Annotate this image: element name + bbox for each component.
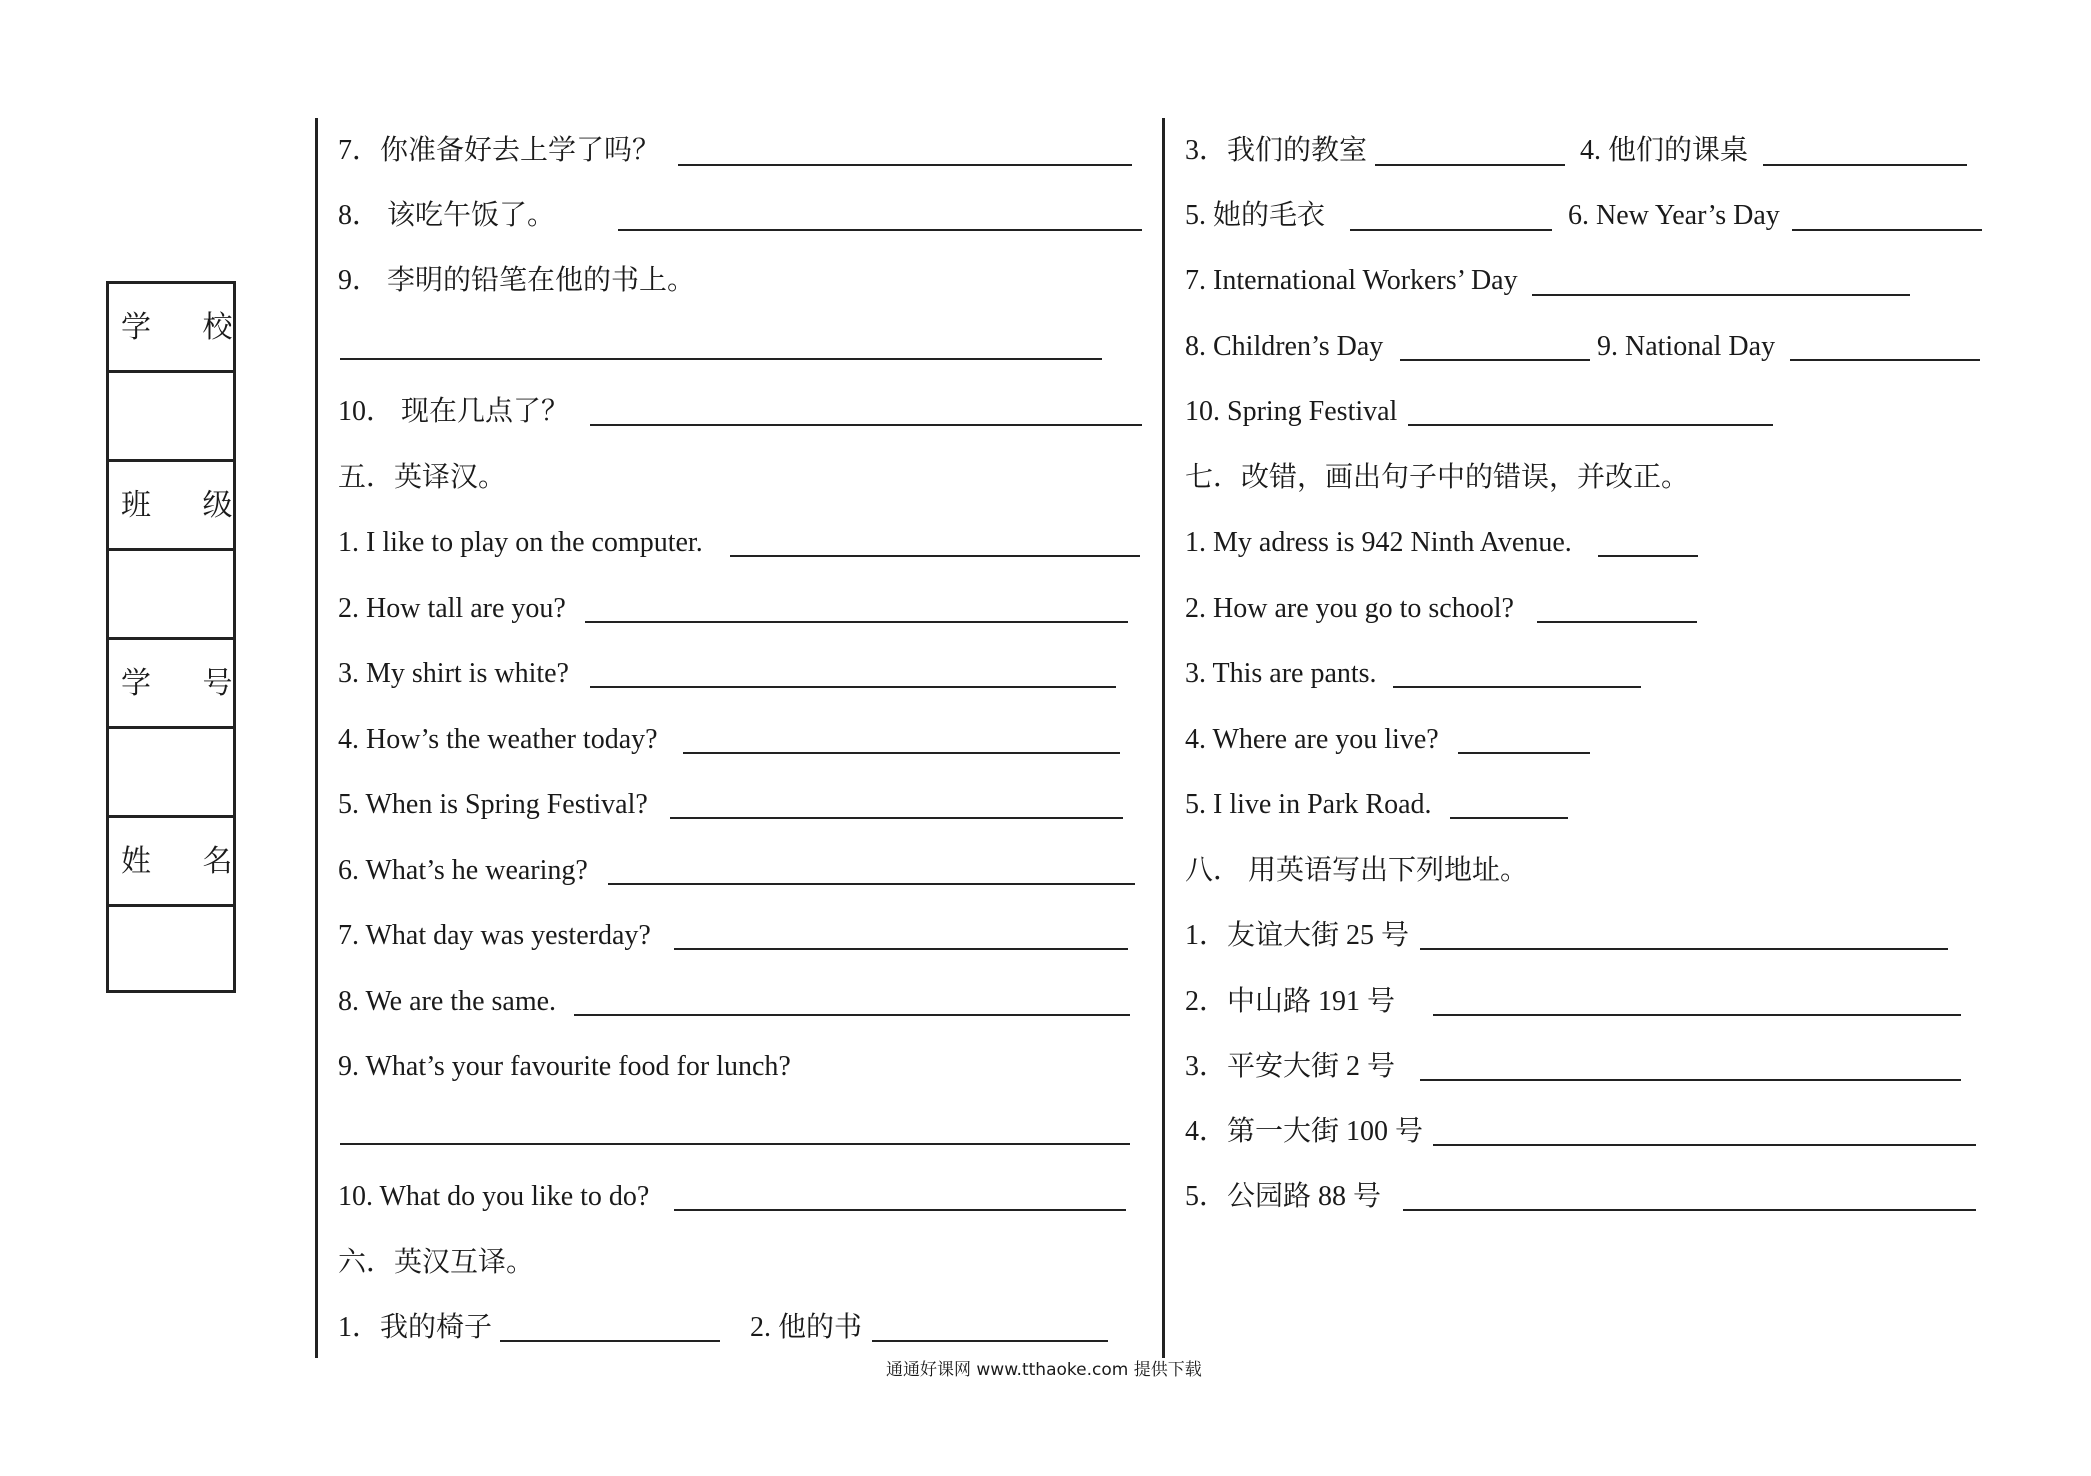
section5-answer-6[interactable] <box>608 883 1135 885</box>
section5-item-1: 1. I like to play on the computer. <box>338 527 703 558</box>
question-7-zh: 7．你准备好去上学了吗？ <box>338 135 661 166</box>
answer-line-8-zh[interactable] <box>618 229 1142 231</box>
section5-item-10: 10. What do you like to do? <box>338 1181 650 1212</box>
section5-item-2: 2. How tall are you? <box>338 593 566 624</box>
section7-item-3: 3. This are pants. <box>1185 658 1377 689</box>
section6-answer-3[interactable] <box>1375 164 1565 166</box>
section-7-title: 七．改错，画出句子中的错误，并改正。 <box>1185 462 1690 493</box>
column-divider-rule <box>1162 118 1165 1358</box>
section6-item-2: 2. 他的书 <box>750 1312 863 1343</box>
section6-answer-9[interactable] <box>1790 359 1980 361</box>
answer-line-9-zh[interactable] <box>340 358 1102 360</box>
section5-answer-2[interactable] <box>585 621 1128 623</box>
name-label-cell <box>109 815 255 904</box>
answer-line-7-zh[interactable] <box>678 164 1132 166</box>
section5-answer-8[interactable] <box>574 1014 1130 1016</box>
section8-answer-4[interactable] <box>1433 1144 1976 1146</box>
section6-item-1: 1．我的椅子 <box>338 1312 493 1343</box>
section5-item-4: 4. How’s the weather today? <box>338 724 658 755</box>
section8-answer-5[interactable] <box>1403 1209 1976 1211</box>
answer-line-10-zh[interactable] <box>590 424 1142 426</box>
section-8-title: 八． 用英语写出下列地址。 <box>1185 855 1529 886</box>
section5-item-8: 8. We are the same. <box>338 986 557 1017</box>
section6-answer-5[interactable] <box>1350 229 1552 231</box>
section8-item-4: 4．第一大街 100 号 <box>1185 1116 1424 1147</box>
section5-item-7: 7. What day was yesterday? <box>338 920 651 951</box>
question-9-zh: 9． 李明的铅笔在他的书上。 <box>338 265 696 296</box>
section5-answer-10[interactable] <box>674 1209 1126 1211</box>
section7-item-2: 2. How are you go to school? <box>1185 593 1514 624</box>
section5-answer-7[interactable] <box>674 948 1128 950</box>
section5-item-6: 6. What’s he wearing? <box>338 855 588 886</box>
section6-item-3: 3．我们的教室 <box>1185 135 1368 166</box>
section7-answer-4[interactable] <box>1458 752 1590 754</box>
section6-answer-8[interactable] <box>1400 359 1590 361</box>
section7-answer-1[interactable] <box>1598 555 1698 557</box>
question-10-zh: 10． 现在几点了？ <box>338 396 570 427</box>
section7-answer-3[interactable] <box>1393 686 1641 688</box>
class-field[interactable] <box>109 548 233 637</box>
section5-answer-4[interactable] <box>683 752 1120 754</box>
section5-answer-3[interactable] <box>590 686 1116 688</box>
school-label: 学 校 <box>121 311 255 344</box>
section-5-title: 五．英译汉。 <box>338 462 507 493</box>
student-info-box <box>106 281 255 993</box>
section8-answer-3[interactable] <box>1420 1079 1961 1081</box>
section7-answer-5[interactable] <box>1450 817 1568 819</box>
section7-item-4: 4. Where are you live? <box>1185 724 1439 755</box>
number-field[interactable] <box>109 726 233 815</box>
school-label-cell <box>109 284 255 373</box>
section8-item-2: 2．中山路 191 号 <box>1185 986 1396 1017</box>
class-label: 班 级 <box>121 489 255 522</box>
section6-answer-7[interactable] <box>1532 294 1910 296</box>
section5-answer-5[interactable] <box>670 817 1123 819</box>
section6-item-7: 7. International Workers’ Day <box>1185 265 1518 296</box>
section6-item-4: 4. 他们的课桌 <box>1580 135 1749 166</box>
section6-item-9: 9. National Day <box>1597 331 1776 362</box>
section5-answer-1[interactable] <box>730 555 1140 557</box>
section7-answer-2[interactable] <box>1537 621 1697 623</box>
section6-item-6: 6. New Year’s Day <box>1568 200 1780 231</box>
section7-item-5: 5. I live in Park Road. <box>1185 789 1432 820</box>
school-field[interactable] <box>109 370 233 459</box>
section6-answer-2[interactable] <box>872 1340 1108 1342</box>
number-label-cell <box>109 637 255 726</box>
section7-item-1: 1. My adress is 942 Ninth Avenue. <box>1185 527 1572 558</box>
section5-answer-9[interactable] <box>340 1143 1130 1145</box>
section8-item-3: 3．平安大街 2 号 <box>1185 1051 1396 1082</box>
section8-answer-2[interactable] <box>1433 1014 1961 1016</box>
section6-item-8: 8. Children’s Day <box>1185 331 1384 362</box>
section5-item-3: 3. My shirt is white? <box>338 658 569 689</box>
question-8-zh: 8． 该吃午饭了。 <box>338 200 556 231</box>
left-margin-rule <box>315 118 318 1358</box>
section6-item-10: 10. Spring Festival <box>1185 396 1398 427</box>
section5-item-5: 5. When is Spring Festival? <box>338 789 648 820</box>
section-6-title: 六．英汉互译。 <box>338 1247 535 1278</box>
section8-item-5: 5．公园路 88 号 <box>1185 1181 1382 1212</box>
section6-answer-1[interactable] <box>500 1340 720 1342</box>
section8-answer-1[interactable] <box>1420 948 1948 950</box>
footer-source-text: 通通好课网 www.tthaoke.com 提供下载 <box>886 1360 1202 1380</box>
name-label: 姓 名 <box>121 845 255 878</box>
section6-answer-10[interactable] <box>1408 424 1773 426</box>
class-label-cell <box>109 459 255 548</box>
section6-answer-4[interactable] <box>1763 164 1967 166</box>
number-label: 学 号 <box>121 667 255 700</box>
section8-item-1: 1．友谊大街 25 号 <box>1185 920 1410 951</box>
name-field[interactable] <box>109 904 233 993</box>
section6-item-5: 5. 她的毛衣 <box>1185 200 1326 231</box>
section6-answer-6[interactable] <box>1792 229 1982 231</box>
section5-item-9: 9. What’s your favourite food for lunch? <box>338 1051 791 1082</box>
